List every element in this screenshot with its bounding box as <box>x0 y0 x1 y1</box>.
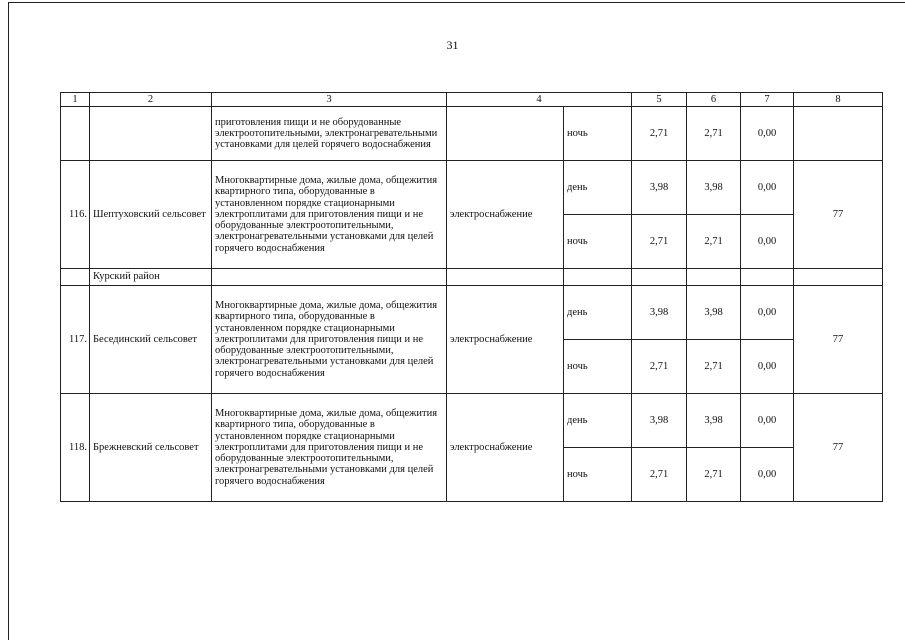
period-cell: ночь <box>564 215 632 269</box>
value-col6: 2,71 <box>687 448 741 502</box>
region-row <box>61 269 883 286</box>
table-row <box>61 394 883 448</box>
row-number-cell <box>61 269 90 286</box>
value-col5: 2,71 <box>632 107 687 161</box>
page-number: 31 <box>446 38 459 52</box>
row-number-cell: 117. <box>61 286 90 394</box>
description-cell: приготовления пищи и не оборудованные электроотопительными, электронагревательными установками для целей горячего водоснабжения <box>212 107 447 161</box>
value-col6: 2,71 <box>687 107 741 161</box>
value-col5: 3,98 <box>632 286 687 340</box>
value-col8: 77 <box>794 161 883 269</box>
value-col8: 77 <box>794 286 883 394</box>
value-col6: 2,71 <box>687 340 741 394</box>
header-cell: 4 <box>447 93 632 107</box>
description-cell: Многоквартирные дома, жилые дома, общежития квартирного типа, оборудованные в установленном порядке стационарными электроплитами для приготовления пищи и не оборудованные электроотопительными, электронагревательными установками для целей горячего водоснабжения <box>212 161 447 269</box>
value-col7: 0,00 <box>741 161 794 215</box>
value-col6: 3,98 <box>687 394 741 448</box>
row-number-cell <box>61 107 90 161</box>
value-col7: 0,00 <box>741 286 794 340</box>
header-cell: 6 <box>687 93 741 107</box>
description-cell <box>212 269 447 286</box>
header-cell: 3 <box>212 93 447 107</box>
header-cell: 5 <box>632 93 687 107</box>
value-col5: 2,71 <box>632 340 687 394</box>
region-name: Курский район <box>90 269 212 286</box>
service-cell: электроснабжение <box>447 286 564 394</box>
description-cell: Многоквартирные дома, жилые дома, общежития квартирного типа, оборудованные в установленном порядке стационарными электроплитами для приготовления пищи и не оборудованные электроотопительными, электронагревательными установками для целей горячего водоснабжения <box>212 394 447 502</box>
period-cell: ночь <box>564 448 632 502</box>
header-row <box>61 93 883 107</box>
row-number-cell: 118. <box>61 394 90 502</box>
scan-border-top <box>8 2 905 3</box>
table-row-continuation <box>61 107 883 161</box>
value-col5 <box>632 269 687 286</box>
tariff-table <box>60 92 883 502</box>
service-cell: электроснабжение <box>447 161 564 269</box>
value-col8 <box>794 269 883 286</box>
service-cell <box>447 107 564 161</box>
table-row <box>61 161 883 215</box>
value-col6: 3,98 <box>687 286 741 340</box>
value-col5: 2,71 <box>632 215 687 269</box>
value-col6: 2,71 <box>687 215 741 269</box>
value-col7 <box>741 269 794 286</box>
row-number-cell: 116. <box>61 161 90 269</box>
settlement-cell <box>90 107 212 161</box>
period-cell: ночь <box>564 107 632 161</box>
table-row <box>61 286 883 340</box>
service-cell: электроснабжение <box>447 394 564 502</box>
scan-border-left <box>8 2 9 640</box>
settlement-cell: Брежневский сельсовет <box>90 394 212 502</box>
settlement-cell: Бесединский сельсовет <box>90 286 212 394</box>
description-cell: Многоквартирные дома, жилые дома, общежития квартирного типа, оборудованные в установленном порядке стационарными электроплитами для приготовления пищи и не оборудованные электроотопительными, электронагревательными установками для целей горячего водоснабжения <box>212 286 447 394</box>
period-cell <box>564 269 632 286</box>
header-cell: 8 <box>794 93 883 107</box>
period-cell: день <box>564 161 632 215</box>
value-col6: 3,98 <box>687 161 741 215</box>
value-col7: 0,00 <box>741 215 794 269</box>
period-cell: ночь <box>564 340 632 394</box>
value-col7: 0,00 <box>741 340 794 394</box>
value-col5: 3,98 <box>632 161 687 215</box>
value-col7: 0,00 <box>741 107 794 161</box>
value-col5: 3,98 <box>632 394 687 448</box>
header-cell: 7 <box>741 93 794 107</box>
value-col7: 0,00 <box>741 448 794 502</box>
settlement-cell: Шептуховский сельсовет <box>90 161 212 269</box>
value-col8 <box>794 107 883 161</box>
period-cell: день <box>564 286 632 340</box>
header-cell: 2 <box>90 93 212 107</box>
header-cell: 1 <box>61 93 90 107</box>
value-col6 <box>687 269 741 286</box>
value-col8: 77 <box>794 394 883 502</box>
period-cell: день <box>564 394 632 448</box>
service-cell <box>447 269 564 286</box>
value-col5: 2,71 <box>632 448 687 502</box>
value-col7: 0,00 <box>741 394 794 448</box>
